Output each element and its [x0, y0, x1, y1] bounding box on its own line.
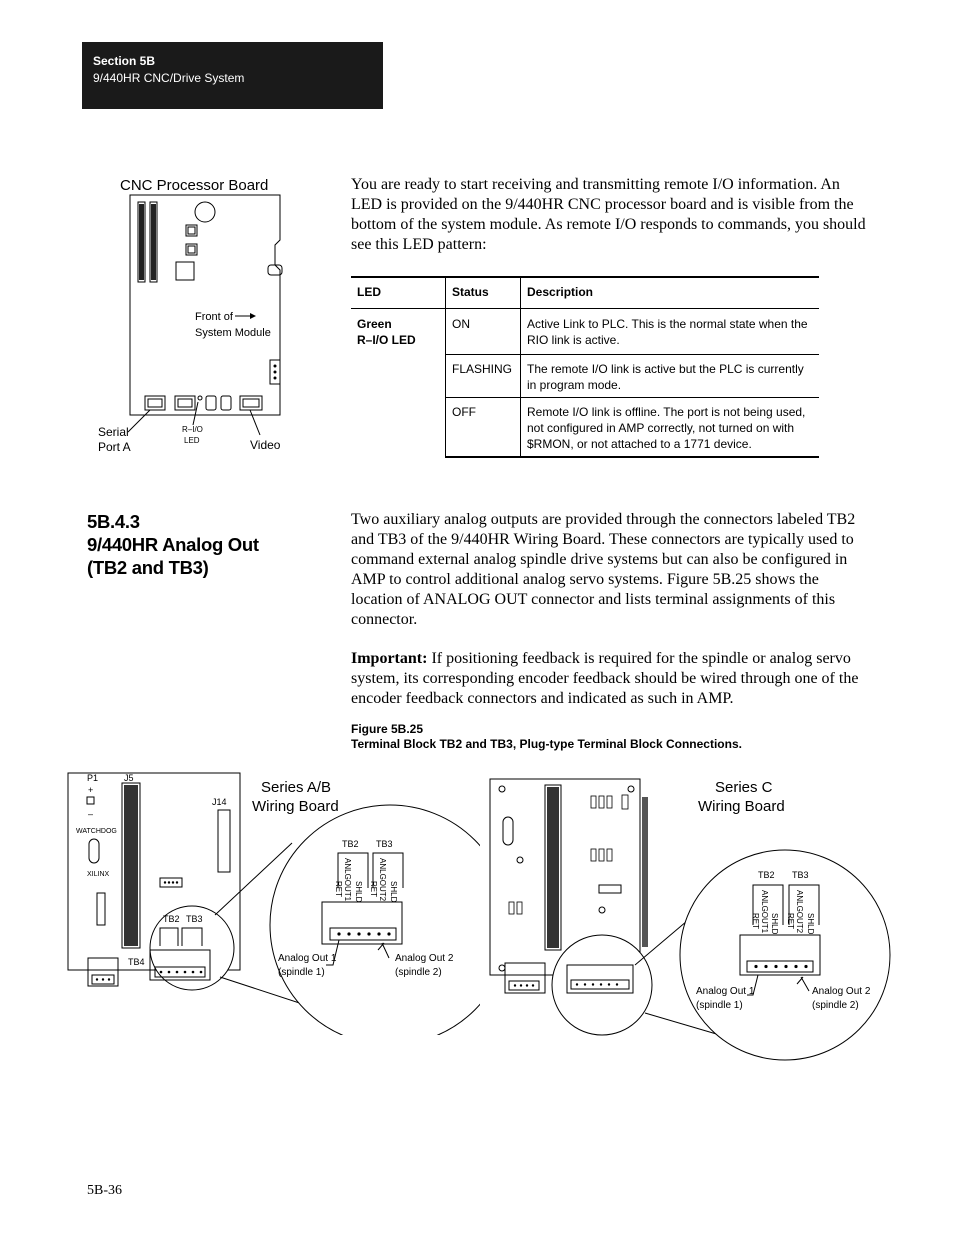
section-number: 5B.4.3 [87, 511, 140, 532]
section-title-line3: (TB2 and TB3) [87, 557, 209, 578]
rio-led-label-1: R–I/O [182, 425, 203, 434]
serial-label-1: Serial [98, 425, 129, 439]
figure-number: Figure 5B.25 [351, 722, 424, 736]
col-header-led: LED [351, 277, 446, 309]
led-name-cell [351, 309, 446, 458]
c-pin-label: SHLD [806, 913, 815, 935]
c-pin-label: SHLD [770, 913, 779, 935]
ab-small-tb3-label: TB3 [186, 914, 203, 924]
ab-pin-label: RET [369, 881, 378, 897]
c-pin-label: RET [786, 913, 795, 929]
description-cell: Active Link to PLC. This is the normal state when the RIO link is active. [527, 317, 808, 347]
series-c-diagram [485, 765, 895, 1075]
ab-minus-label: – [88, 809, 94, 819]
ab-pin-label: ANLGOUT2 [378, 858, 387, 902]
c-tb2-label: TB2 [758, 870, 775, 880]
ab-title-1: Series A/B [261, 779, 332, 796]
front-label-2: System Module [195, 327, 271, 339]
description-cell: Remote I/O link is offline. The port is not being used, not configured in AMP correctly, not turned on with $RMON, or not attached to a 1771 device. [521, 398, 820, 458]
section-label: Section 5B [93, 54, 156, 68]
video-label: Video [250, 438, 281, 452]
system-label: 9/440HR CNC/Drive System [93, 71, 245, 85]
c-out2-label-1: Analog Out 2 [812, 986, 871, 997]
ab-tb2-label: TB2 [342, 839, 359, 849]
c-out2-label-2: (spindle 2) [812, 1000, 859, 1011]
c-pin-label: ANLGOUT2 [795, 890, 804, 934]
ab-watchdog-label: WATCHDOG [76, 828, 117, 835]
status-cell: ON [446, 309, 521, 355]
important-paragraph [351, 649, 871, 709]
ab-out2-label-1: Analog Out 2 [395, 953, 454, 964]
c-pin-label: ANLGOUT1 [760, 890, 769, 934]
table-row [351, 309, 819, 355]
intro-paragraph: You are ready to start receiving and transmitting remote I/O information. An LED is provided on the 9/440HR CNC processor board and is visible from the bottom of the system module. As remote I/O responds to commands, you should see this LED pattern: [351, 176, 866, 253]
section-header [82, 42, 383, 109]
ab-out1-label-2: (spindle 1) [278, 967, 325, 978]
ab-pin-label: SHLD [389, 881, 398, 903]
ab-out2-label-2: (spindle 2) [395, 967, 442, 978]
ab-pin-label: RET [334, 881, 343, 897]
ab-tb3-label: TB3 [376, 839, 393, 849]
rio-led-label-2: LED [184, 436, 200, 445]
figure-title: Terminal Block TB2 and TB3, Plug-type Terminal Block Connections. [351, 737, 742, 751]
ab-pin-label: SHLD [354, 881, 363, 903]
serial-label-2: Port A [98, 440, 131, 454]
ab-j5-label: J5 [124, 773, 134, 783]
analog-paragraph: Two auxiliary analog outputs are provided through the connectors labeled TB2 and TB3 of the 9/440HR Wiring Board. These connectors are typically used to command external analog spindle drive systems but can also be configured in AMP to control additional analog servo systems. Figure 5B.25 shows the location of ANALOG OUT connector and lists terminal assignments of this connector. [351, 511, 856, 628]
status-cell: FLASHING [446, 355, 521, 398]
status-cell: OFF [446, 398, 521, 458]
description-cell: The remote I/O link is active but the PLC is currently in program mode. [521, 355, 820, 398]
c-pin-label: RET [751, 913, 760, 929]
col-header-status: Status [446, 277, 521, 309]
series-ab-diagram [60, 765, 480, 1035]
ab-small-tb2-label: TB2 [163, 914, 180, 924]
c-out1-label-2: (spindle 1) [696, 1000, 743, 1011]
c-tb3-label: TB3 [792, 870, 809, 880]
figure-caption [351, 722, 742, 752]
led-name-line1: Green [357, 317, 392, 331]
ab-pin-label: ANLGOUT1 [343, 858, 352, 902]
ab-p1-label: P1 [87, 773, 99, 783]
ab-tb4-label: TB4 [128, 957, 145, 967]
ab-title-2: Wiring Board [252, 798, 339, 815]
ab-plus-label: + [88, 785, 94, 795]
led-name-line2: R–I/O LED [357, 333, 416, 347]
col-header-description: Description [521, 277, 820, 309]
ab-xilinx-label: XILINX [87, 871, 110, 878]
page-number: 5B-36 [87, 1183, 122, 1198]
important-text: If positioning feedback is required for the spindle or analog servo system, its corresponding encoder feedback should be wired through one of the encoder feedback connectors and indicated as such in AMP. [351, 650, 859, 707]
section-heading [87, 510, 259, 579]
c-out1-label-1: Analog Out 1 [696, 986, 755, 997]
c-title-2: Wiring Board [698, 798, 785, 815]
led-status-table [351, 276, 819, 458]
front-label-1: Front of [195, 311, 233, 323]
section-title-line2: 9/440HR Analog Out [87, 534, 259, 555]
cnc-board-diagram [90, 170, 320, 470]
cnc-board-title: CNC Processor Board [120, 177, 269, 194]
ab-j14-label: J14 [212, 797, 227, 807]
c-title-1: Series C [715, 779, 773, 796]
ab-out1-label-1: Analog Out 1 [278, 953, 337, 964]
important-label: Important: [351, 650, 428, 667]
